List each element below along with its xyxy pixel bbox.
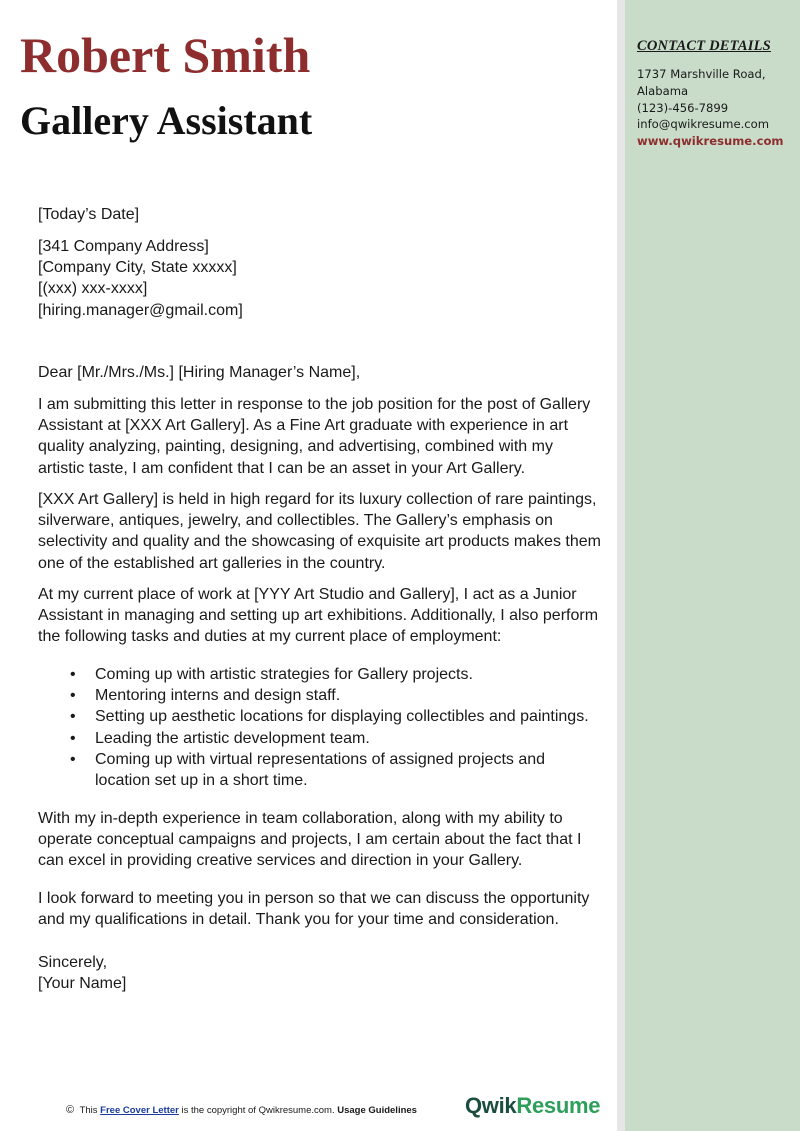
contact-website-link[interactable]: www.qwikresume.com bbox=[637, 134, 784, 149]
job-title: Gallery Assistant bbox=[20, 98, 313, 143]
usage-guidelines-link[interactable]: Usage Guidelines bbox=[337, 1105, 417, 1116]
free-cover-letter-link[interactable]: Free Cover Letter bbox=[100, 1105, 179, 1116]
bullet-icon: • bbox=[70, 729, 76, 747]
letter-paragraph: [XXX Art Gallery] is held in high regard for its luxury collection of rare paintings, silverware, antiques, jewelry, and collectibles. The Gallery’s emphasis on selectivity and quality and the showcasing of exquisite art products makes them one of the established art galleries in the country. bbox=[38, 491, 601, 572]
contact-email: info@qwikresume.com bbox=[637, 117, 770, 132]
qwikresume-logo[interactable]: QwikResume bbox=[465, 1093, 601, 1118]
list-item: • Coming up with artistic strategies for Gallery projects. bbox=[38, 664, 603, 685]
bullet-icon: • bbox=[70, 687, 76, 705]
closing: Sincerely, bbox=[38, 954, 108, 971]
contact-address-line1: 1737 Marshville Road, bbox=[637, 67, 766, 81]
copyright-notice: © This Free Cover Letter is the copyright of Qwikresume.com. Usage Guidelines bbox=[66, 1104, 417, 1116]
contact-phone: (123)-456-7899 bbox=[637, 100, 729, 115]
letter-paragraph: At my current place of work at [YYY Art Studio and Gallery], I act as a Junior Assistant in managing and setting up art exhibitions. Additionally, I also perform the following tasks and duties at my current place of employment: bbox=[38, 586, 599, 646]
letter-paragraph: I am submitting this letter in response to the job position for the post of Gallery Assistant at [XXX Art Gallery]. As a Fine Art graduate with experience in art quality analyzing, painting, designing, and advertising, combined with my artistic taste, I am confident that I can be an asset in your Art Gallery. bbox=[38, 396, 591, 477]
sign-off bbox=[38, 952, 603, 994]
sidebar-divider bbox=[617, 0, 625, 1131]
list-item: • Setting up aesthetic locations for displaying collectibles and paintings. bbox=[38, 706, 603, 727]
contact-heading: CONTACT DETAILS bbox=[637, 38, 771, 54]
recipient-email: [hiring.manager@gmail.com] bbox=[38, 301, 243, 319]
applicant-name: Robert Smith bbox=[20, 27, 311, 83]
bullet-icon: • bbox=[70, 708, 76, 726]
copyright-icon: © bbox=[66, 1104, 75, 1116]
contact-sidebar bbox=[625, 0, 800, 1131]
recipient-block bbox=[38, 236, 603, 321]
signature: [Your Name] bbox=[38, 975, 127, 993]
bullet-icon: • bbox=[70, 750, 76, 768]
recipient-phone: [(xxx) xxx-xxxx] bbox=[38, 280, 148, 298]
list-item: • Mentoring interns and design staff. bbox=[38, 685, 603, 706]
letter-paragraph: I look forward to meeting you in person so that we can discuss the opportunity and my qualifications in detail. Thank you for your time and consideration. bbox=[38, 890, 590, 929]
contact-details bbox=[637, 66, 797, 150]
letter-date: [Today’s Date] bbox=[38, 206, 140, 223]
recipient-address: [341 Company Address] bbox=[38, 238, 209, 255]
list-item: • Leading the artistic development team. bbox=[38, 728, 603, 749]
salutation: Dear [Mr./Mrs./Ms.] [Hiring Manager’s Name], bbox=[38, 364, 361, 381]
duties-list bbox=[38, 664, 603, 791]
bullet-icon: • bbox=[70, 666, 76, 683]
letter-paragraph: With my in-depth experience in team collaboration, along with my ability to operate conceptual campaigns and projects, I am certain about the fact that I can excel in providing creative services and direction in your Gallery. bbox=[38, 810, 582, 870]
contact-address-line2: Alabama bbox=[637, 83, 689, 98]
list-item: • Coming up with virtual representations of assigned projects and location set up in a short time. bbox=[70, 750, 546, 790]
recipient-city: [Company City, State xxxxx] bbox=[38, 259, 237, 277]
